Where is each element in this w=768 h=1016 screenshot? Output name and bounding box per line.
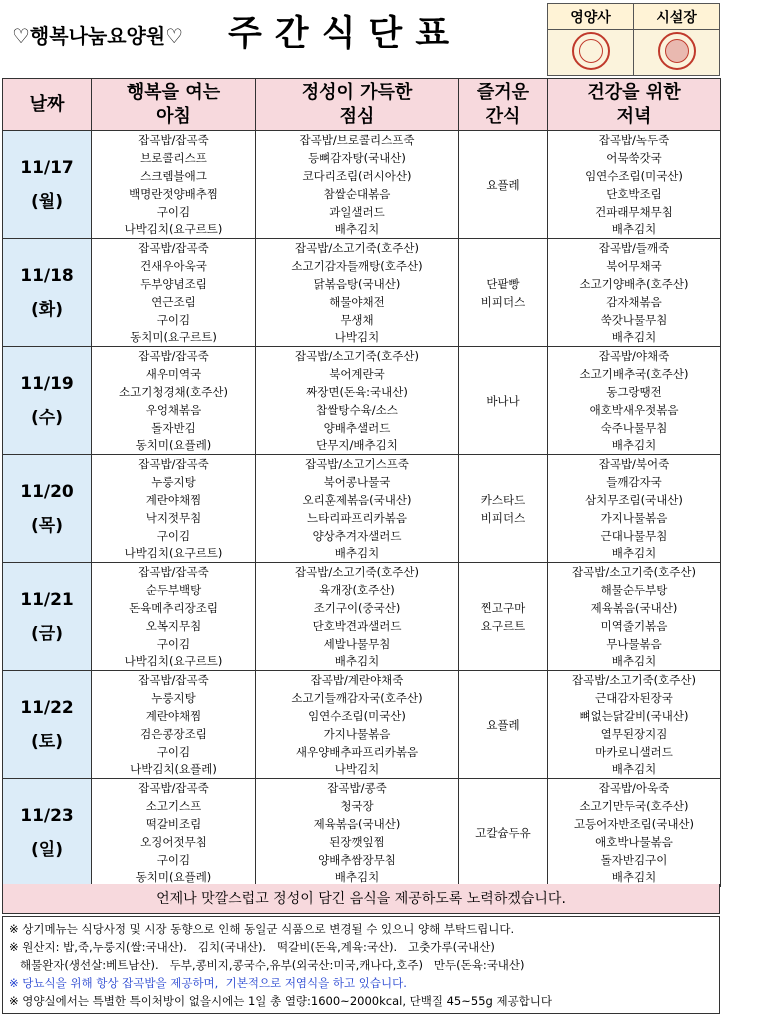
dinner-item: 잡곡밥/녹두죽 — [548, 131, 721, 149]
dinner-item: 돌자반김구이 — [548, 851, 721, 869]
day-weekday: (일) — [31, 839, 63, 860]
breakfast-item: 구이김 — [92, 635, 256, 653]
day-cell — [3, 455, 92, 563]
dinner-item: 쑥갓나물무침 — [548, 311, 721, 329]
lunch-item: 과일샐러드 — [256, 203, 459, 221]
dinner-item: 잡곡밥/들깨죽 — [548, 239, 721, 257]
dinner-item: 소고기배추국(호주산) — [548, 365, 721, 383]
menu-body — [3, 131, 721, 887]
breakfast-item: 건새우아욱국 — [92, 257, 256, 275]
lunch-item: 느타리파프리카볶음 — [256, 509, 459, 527]
day-date: 11/20 — [20, 481, 74, 502]
dinner-item: 잡곡밥/야채죽 — [548, 347, 721, 365]
breakfast-item: 잡곡밥/잡곡죽 — [92, 347, 256, 365]
lunch-item: 세발나물무침 — [256, 635, 459, 653]
lunch-item: 배추김치 — [256, 545, 459, 563]
lunch-item: 등뼈감자탕(국내산) — [256, 149, 459, 167]
menu-row — [3, 131, 721, 149]
director-seal-stamp — [658, 32, 696, 70]
lunch-item: 참쌀순대볶음 — [256, 185, 459, 203]
menu-row — [3, 329, 721, 347]
snack-item: 고칼슘두유 — [475, 825, 531, 840]
lunch-item: 해물야채전 — [256, 293, 459, 311]
breakfast-item: 구이김 — [92, 527, 256, 545]
day-date: 11/22 — [20, 697, 74, 718]
lunch-item: 잡곡밥/소고기스프죽 — [256, 455, 459, 473]
menu-row — [3, 527, 721, 545]
lunch-item: 배추김치 — [256, 869, 459, 887]
breakfast-item: 잡곡밥/잡곡죽 — [92, 131, 256, 149]
menu-row — [3, 743, 721, 761]
dinner-item: 단호박조림 — [548, 185, 721, 203]
dinner-item: 가지나물볶음 — [548, 509, 721, 527]
menu-row — [3, 653, 721, 671]
dinner-item: 제육볶음(국내산) — [548, 599, 721, 617]
header-lunch: 정성이 가득한 점심 — [256, 79, 459, 131]
lunch-item: 제육볶음(국내산) — [256, 815, 459, 833]
breakfast-item: 백명란젓양배추찜 — [92, 185, 256, 203]
dinner-item: 배추김치 — [548, 437, 721, 455]
dinner-item: 임연수조림(미국산) — [548, 167, 721, 185]
dinner-item: 배추김치 — [548, 761, 721, 779]
snack-item: 비피더스 — [480, 510, 526, 525]
lunch-item: 잡곡밥/계란야채죽 — [256, 671, 459, 689]
dinner-item: 배추김치 — [548, 653, 721, 671]
snack-item: 찐고구마 — [480, 600, 526, 615]
lunch-item: 조기구이(중국산) — [256, 599, 459, 617]
dinner-item: 무나물볶음 — [548, 635, 721, 653]
breakfast-item: 동치미(요플레) — [92, 869, 256, 887]
menu-row — [3, 347, 721, 365]
lunch-item: 잡곡밥/콩죽 — [256, 779, 459, 797]
menu-row — [3, 239, 721, 257]
dinner-item: 잡곡밥/아욱죽 — [548, 779, 721, 797]
note-line: ※ 당뇨식을 위해 항상 잡곡밥을 제공하며, 기본적으로 저염식을 하고 있습니다. — [9, 976, 407, 990]
dinner-item: 배추김치 — [548, 545, 721, 563]
slogan: 언제나 맛깔스럽고 정성이 담긴 음식을 제공하도록 노력하겠습니다. — [2, 884, 720, 914]
org-title: ♡행복나눔요양원♡ — [12, 24, 184, 48]
snack-cell — [459, 455, 548, 563]
snack-item: 요구르트 — [480, 618, 526, 633]
menu-row — [3, 671, 721, 689]
menu-row — [3, 635, 721, 653]
header — [0, 0, 768, 78]
breakfast-item: 순두부백탕 — [92, 581, 256, 599]
day-weekday: (월) — [31, 191, 63, 212]
lunch-item: 소고기들깨감자국(호주산) — [256, 689, 459, 707]
day-cell — [3, 563, 92, 671]
breakfast-item: 계란야채찜 — [92, 491, 256, 509]
dinner-item: 숙주나물무침 — [548, 419, 721, 437]
menu-row — [3, 491, 721, 509]
lunch-item: 새우양배추파프리카볶음 — [256, 743, 459, 761]
breakfast-item: 구이김 — [92, 311, 256, 329]
lunch-item: 짜장면(돈육:국내산) — [256, 383, 459, 401]
breakfast-item: 낙지젓무침 — [92, 509, 256, 527]
menu-row — [3, 473, 721, 491]
breakfast-item: 동치미(요플레) — [92, 437, 256, 455]
menu-row — [3, 707, 721, 725]
menu-row — [3, 437, 721, 455]
lunch-item: 잡곡밥/소고기죽(호주산) — [256, 239, 459, 257]
lunch-item: 단호박견과샐러드 — [256, 617, 459, 635]
note-line: ※ 원산지: 밥,죽,누룽지(쌀:국내산). 김치(국내산). 떡갈비(돈육,계육:국산). 고춧가루(국내산) — [9, 940, 495, 954]
dinner-item: 잡곡밥/소고기죽(호주산) — [548, 671, 721, 689]
lunch-item: 오리훈제볶음(국내산) — [256, 491, 459, 509]
menu-row — [3, 221, 721, 239]
lunch-item: 임연수조림(미국산) — [256, 707, 459, 725]
day-weekday: (목) — [31, 515, 63, 536]
menu-row — [3, 833, 721, 851]
snack-item: 바나나 — [486, 393, 520, 408]
day-cell — [3, 131, 92, 239]
dinner-item: 배추김치 — [548, 869, 721, 887]
breakfast-item: 브로콜리스프 — [92, 149, 256, 167]
snack-item: 요플레 — [486, 177, 520, 192]
dinner-item: 미역줄기볶음 — [548, 617, 721, 635]
day-date: 11/18 — [20, 265, 74, 286]
snack-item: 비피더스 — [480, 294, 526, 309]
menu-row — [3, 365, 721, 383]
dinner-item: 배추김치 — [548, 221, 721, 239]
breakfast-item: 구이김 — [92, 743, 256, 761]
lunch-item: 육개장(호주산) — [256, 581, 459, 599]
dietitian-seal-stamp — [572, 32, 610, 70]
lunch-item: 찹쌀탕수육/소스 — [256, 401, 459, 419]
breakfast-item: 떡갈비조림 — [92, 815, 256, 833]
menu-row — [3, 779, 721, 797]
breakfast-item: 돌자반김 — [92, 419, 256, 437]
lunch-item: 양배추쌈장무침 — [256, 851, 459, 869]
dinner-item: 어묵쑥갓국 — [548, 149, 721, 167]
dinner-item: 들깨감자국 — [548, 473, 721, 491]
breakfast-item: 나박김치(요구르트) — [92, 545, 256, 563]
dinner-item: 뼈없는닭갈비(국내산) — [548, 707, 721, 725]
menu-row — [3, 851, 721, 869]
dinner-item: 근대감자된장국 — [548, 689, 721, 707]
lunch-item: 배추김치 — [256, 221, 459, 239]
breakfast-item: 오복지무침 — [92, 617, 256, 635]
lunch-item: 잡곡밥/소고기죽(호주산) — [256, 563, 459, 581]
breakfast-item: 새우미역국 — [92, 365, 256, 383]
snack-item: 단팥빵 — [486, 276, 520, 291]
dinner-item: 배추김치 — [548, 329, 721, 347]
dinner-item: 소고기만두국(호주산) — [548, 797, 721, 815]
menu-row — [3, 455, 721, 473]
day-weekday: (금) — [31, 623, 63, 644]
dinner-item: 감자채볶음 — [548, 293, 721, 311]
lunch-item: 닭볶음탕(국내산) — [256, 275, 459, 293]
snack-cell — [459, 563, 548, 671]
snack-cell — [459, 671, 548, 779]
header-breakfast: 행복을 여는 아침 — [92, 79, 256, 131]
breakfast-item: 검은콩장조림 — [92, 725, 256, 743]
breakfast-item: 구이김 — [92, 851, 256, 869]
day-weekday: (수) — [31, 407, 63, 428]
breakfast-item: 나박김치(요구르트) — [92, 221, 256, 239]
day-cell — [3, 671, 92, 779]
breakfast-item: 오징어젓무침 — [92, 833, 256, 851]
snack-cell — [459, 131, 548, 239]
breakfast-item: 잡곡밥/잡곡죽 — [92, 239, 256, 257]
lunch-item: 배추김치 — [256, 653, 459, 671]
day-cell — [3, 239, 92, 347]
header-snack: 즐거운 간식 — [459, 79, 548, 131]
day-date: 11/19 — [20, 373, 74, 394]
menu-row — [3, 509, 721, 527]
breakfast-item: 잡곡밥/잡곡죽 — [92, 779, 256, 797]
breakfast-item: 누룽지탕 — [92, 473, 256, 491]
breakfast-item: 계란야채찜 — [92, 707, 256, 725]
breakfast-item: 우엉채볶음 — [92, 401, 256, 419]
menu-row — [3, 599, 721, 617]
lunch-item: 가지나물볶음 — [256, 725, 459, 743]
breakfast-item: 동치미(요구르트) — [92, 329, 256, 347]
snack-cell — [459, 779, 548, 887]
header-date: 날짜 — [3, 79, 92, 131]
lunch-item: 무생채 — [256, 311, 459, 329]
dinner-item: 건파래무채무침 — [548, 203, 721, 221]
lunch-item: 양상추겨자샐러드 — [256, 527, 459, 545]
breakfast-item: 잡곡밥/잡곡죽 — [92, 563, 256, 581]
menu-row — [3, 185, 721, 203]
day-date: 11/23 — [20, 805, 74, 826]
dinner-item: 삼치무조림(국내산) — [548, 491, 721, 509]
breakfast-item: 구이김 — [92, 203, 256, 221]
menu-row — [3, 293, 721, 311]
dinner-item: 북어무채국 — [548, 257, 721, 275]
snack-cell — [459, 347, 548, 455]
snack-cell — [459, 239, 548, 347]
weekly-menu-table — [2, 78, 721, 887]
snack-item: 카스타드 — [480, 492, 526, 507]
dinner-item: 열무된장지짐 — [548, 725, 721, 743]
breakfast-item: 누룽지탕 — [92, 689, 256, 707]
breakfast-item: 잡곡밥/잡곡죽 — [92, 455, 256, 473]
dinner-item: 잡곡밥/소고기죽(호주산) — [548, 563, 721, 581]
lunch-item: 잡곡밥/소고기죽(호주산) — [256, 347, 459, 365]
lunch-item: 양배추샐러드 — [256, 419, 459, 437]
breakfast-item: 소고기청경채(호주산) — [92, 383, 256, 401]
menu-row — [3, 383, 721, 401]
menu-row — [3, 401, 721, 419]
lunch-item: 잡곡밥/브로콜리스프죽 — [256, 131, 459, 149]
lunch-item: 나박김치 — [256, 761, 459, 779]
dinner-item: 마카로니샐러드 — [548, 743, 721, 761]
dinner-item: 고등어자반조림(국내산) — [548, 815, 721, 833]
breakfast-item: 연근조림 — [92, 293, 256, 311]
note-line: 해물완자(생선살:베트남산). 두부,콩비지,콩국수,유부(외국산:미국,캐나다,호주) 만두(돈육:국내산) — [9, 958, 525, 972]
dinner-item: 애호박나물볶음 — [548, 833, 721, 851]
menu-row — [3, 419, 721, 437]
dinner-item: 해물순두부탕 — [548, 581, 721, 599]
day-cell — [3, 347, 92, 455]
breakfast-item: 나박김치(요구르트) — [92, 653, 256, 671]
menu-row — [3, 167, 721, 185]
note-line: ※ 상기메뉴는 식당사정 및 시장 동향으로 인해 동일군 식품으로 변경될 수 있으니 양해 부탁드립니다. — [9, 922, 515, 936]
lunch-item: 코다리조림(러시아산) — [256, 167, 459, 185]
approval-box — [547, 3, 720, 76]
day-date: 11/21 — [20, 589, 74, 610]
dinner-item: 동그랑땡전 — [548, 383, 721, 401]
breakfast-item: 잡곡밥/잡곡죽 — [92, 671, 256, 689]
approval-label-dietitian: 영양사 — [548, 4, 634, 30]
dinner-item: 애호박새우젓볶음 — [548, 401, 721, 419]
dinner-item: 소고기양배추(호주산) — [548, 275, 721, 293]
approval-label-director: 시설장 — [634, 4, 720, 30]
notes-section — [2, 916, 720, 1014]
lunch-item: 북어콩나물국 — [256, 473, 459, 491]
breakfast-item: 나박김치(요플레) — [92, 761, 256, 779]
menu-row — [3, 761, 721, 779]
day-weekday: (화) — [31, 299, 63, 320]
menu-row — [3, 275, 721, 293]
snack-item: 요플레 — [486, 717, 520, 732]
menu-row — [3, 149, 721, 167]
day-date: 11/17 — [20, 157, 74, 178]
header-dinner: 건강을 위한 저녁 — [548, 79, 721, 131]
menu-row — [3, 257, 721, 275]
breakfast-item: 소고기스프 — [92, 797, 256, 815]
note-line: ※ 영양실에서는 특별한 특이처방이 없을시에는 1일 총 열량:1600~2000kcal, 단백질 45~55g 제공합니다 — [9, 994, 553, 1008]
menu-row — [3, 815, 721, 833]
breakfast-item: 돈육메추리장조림 — [92, 599, 256, 617]
lunch-item: 나박김치 — [256, 329, 459, 347]
menu-row — [3, 581, 721, 599]
day-weekday: (토) — [31, 731, 63, 752]
lunch-item: 북어계란국 — [256, 365, 459, 383]
lunch-item: 청국장 — [256, 797, 459, 815]
menu-row — [3, 311, 721, 329]
menu-row — [3, 545, 721, 563]
lunch-item: 단무지/배추김치 — [256, 437, 459, 455]
menu-row — [3, 797, 721, 815]
lunch-item: 된장깻잎찜 — [256, 833, 459, 851]
dinner-item: 잡곡밥/북어죽 — [548, 455, 721, 473]
menu-row — [3, 563, 721, 581]
lunch-item: 소고기감자들깨탕(호주산) — [256, 257, 459, 275]
table-header-row — [3, 79, 721, 131]
page-title: 주간식단표 — [228, 14, 463, 54]
menu-row — [3, 617, 721, 635]
menu-row — [3, 689, 721, 707]
day-cell — [3, 779, 92, 887]
menu-row — [3, 203, 721, 221]
dinner-item: 근대나물무침 — [548, 527, 721, 545]
breakfast-item: 두부양념조림 — [92, 275, 256, 293]
menu-row — [3, 725, 721, 743]
breakfast-item: 스크렘블애그 — [92, 167, 256, 185]
